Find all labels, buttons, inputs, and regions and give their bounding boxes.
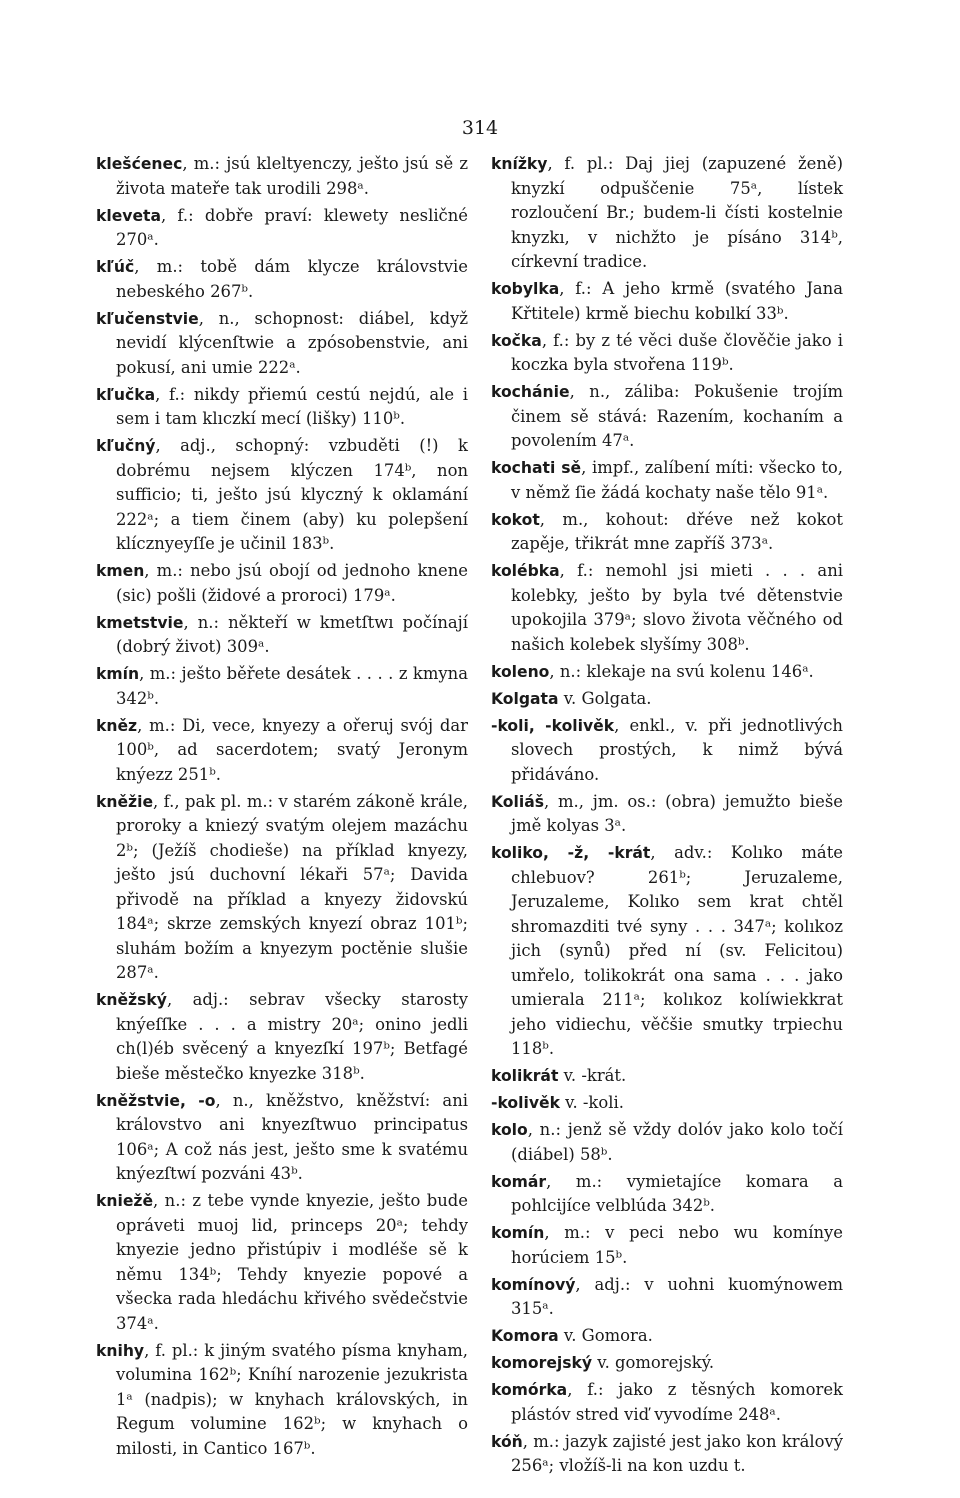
entry-headword: kočka <box>491 331 542 350</box>
entry-text: , impf., zalíbení míti: všecko to, v němž ſie žádá kochaty naše tělo 91ᵃ. <box>511 458 843 502</box>
entry-text: , n., kněžstvo, kněžství: ani královstvo ani knyezſtwuo principatus 106ᵃ; A což nás jest, ještо sme k svatému knýezſtwí pozváni 43ᵇ. <box>116 1090 468 1183</box>
entry-headword: komorejský <box>491 1354 593 1372</box>
entry-headword: kobylka <box>491 280 560 298</box>
entry-headword: kmín <box>96 665 140 683</box>
entry-text: , adj., schopný: vzbuděti (!) k dobrému nejsem klýczen 174ᵇ, non sufficio; ti, ještо jsú klyczný k oklamání 222ᵃ; a tiem činem (aby) ku polepšení klícznyeyſſe je učinil 183ᵇ. <box>116 436 468 553</box>
entry-headword: kněžstvie, -o <box>96 1091 216 1110</box>
dictionary-entry <box>96 255 468 304</box>
entry-text: v. -koli. <box>559 1093 624 1112</box>
dictionary-entry <box>491 508 843 557</box>
entry-text: , f.: by z té věci duše člověčie jako i koczka byla stvořena 119ᵇ. <box>511 330 843 374</box>
dictionary-entry <box>491 559 843 657</box>
dictionary-entry <box>491 714 843 788</box>
entry-headword: koliko, -ž, -krát <box>491 844 651 862</box>
entry-text: , n., záliba: Pokušenie trojím činem sě stává: Razením, kochaním a povolením 47ᵃ. <box>511 382 843 450</box>
dictionary-entry <box>96 611 468 660</box>
entry-headword: kmetstvie <box>96 613 184 632</box>
entry-text: , n., schopnost: diábel, když nevidí klýcenſtwie a zpósobenstvie, ani pokusí, ani umie 222ᵃ. <box>116 308 468 377</box>
entry-text: , f. pl.: Daj jiej (zapuzené ženě) knyzkí odpuščenie 75ᵃ, lístek rozloučení Br.; budem-li čísti kostelnie knyzkı, v nichžto je písáno 314ᵇ, církevní tradice. <box>511 154 843 271</box>
entry-headword: klešćenec <box>96 155 183 173</box>
entry-text: v. gomorejský. <box>592 1353 715 1372</box>
dictionary-entry <box>96 714 468 788</box>
entry-text: , n.: klekaje na svú kolenu 146ᵃ. <box>549 661 814 681</box>
entry-text: , adv.: Kolıko máte chlebuov? 261ᵇ; Jeruzaleme, Jeruzaleme, Kolıko sem krat chtěl shromazditi tvé syny . . . 347ᵃ; kolıkoz jich (synů) před ní (sv. Felicitou) umřelo, tolikokrát ona sama . . . jako umierala 211ᵃ; kolıkoz kolíwiekkrat jeho vidiechu, věčšie smutky trpiechu 118ᵇ. <box>511 843 843 1058</box>
dictionary-entry <box>491 841 843 1062</box>
entry-headword: kmen <box>96 562 145 580</box>
entry-text: , n.: z tebe vynde knyezie, ještо bude opráveti muoj lid, princeps 20ᵃ; tehdy knyezie jedno přistúpiv i modléše sě k němu 134ᵇ; Tehdy knyezie popové a všecka rada hledáchu křivého svědečstvie 374ᵃ. <box>116 1191 468 1333</box>
dictionary-entry <box>491 1378 843 1427</box>
entry-text: v. Golgata. <box>558 688 652 708</box>
entry-headword: kóň <box>491 1432 523 1451</box>
dictionary-entry <box>491 329 843 378</box>
left-column <box>96 152 468 1464</box>
dictionary-entry <box>96 1339 468 1462</box>
dictionary-entry <box>491 277 843 326</box>
entry-text: , enkl., v. při jednotlivých slovech prostých, k nimž bývá přidáváno. <box>511 715 843 784</box>
dictionary-entry <box>96 383 468 432</box>
dictionary-entry <box>96 1089 468 1187</box>
entry-headword: Kolgata <box>491 689 559 708</box>
entry-headword: kľučný <box>96 437 156 455</box>
entry-headword: kněžie <box>96 792 154 811</box>
entry-headword: Koliáš <box>491 792 545 811</box>
entry-headword: kněžský <box>96 991 167 1009</box>
entry-headword: kochánie <box>491 383 570 401</box>
entry-text: , f., pak pl. m.: v starém zákoně krále, proroky a kniezý svatým olejem mazáchu 2ᵇ; (Ježíš chodieše) na příklad knyezy, ještо jsú duchovní lékaři 57ᵃ; Davida přivodě na příklad a knyezy židovskú 184ᵃ; skrze zemských knyezí obraz 101ᵇ; sluhám božím a knyezym poctěnie slušie 287ᵃ. <box>116 791 468 982</box>
entry-headword: Komora <box>491 1327 559 1345</box>
right-column <box>491 152 843 1481</box>
entry-text: , m.: tobě dám klycze královstvie nebeského 267ᵇ. <box>116 257 468 301</box>
dictionary-entry <box>96 559 468 608</box>
dictionary-entry <box>96 434 468 557</box>
entry-headword: -koli, -kolivěk <box>491 716 615 735</box>
entry-text: , m.: Di, vece, knyezy a ořeruj svój dar 100ᵇ, ad sacerdotem; svatý Jeronym knýezz 251ᵇ. <box>116 715 468 784</box>
dictionary-entry <box>491 380 843 454</box>
entry-text: , f.: jako z těsných komorek plástóv stred viď vyvodíme 248ᵃ. <box>511 1380 843 1424</box>
dictionary-entry <box>491 1170 843 1219</box>
entry-headword: komórka <box>491 1381 568 1399</box>
entry-headword: kľučka <box>96 385 156 404</box>
dictionary-entry <box>491 152 843 275</box>
entry-headword: knížky <box>491 155 548 173</box>
entry-headword: kľučenstvie <box>96 309 199 328</box>
entry-headword: komár <box>491 1172 547 1191</box>
entry-text: , m., kohout: dřéve než kokot zapěje, třikrát mne zapříš 373ᵃ. <box>511 509 843 553</box>
entry-headword: kokot <box>491 510 540 529</box>
entry-headword: -kolivěk <box>491 1094 560 1112</box>
entry-text: v. -krát. <box>558 1066 627 1085</box>
entry-text: , m.: v peci nebo wu komínye horúciem 15ᵇ. <box>511 1223 843 1267</box>
entry-text: , n.: někteří w kmetſtwı počínají (dobrý život) 309ᵃ. <box>116 612 468 656</box>
entry-headword: kniežě <box>96 1192 154 1210</box>
entry-text: , f.: A jeho krmě (svatého Jana Křtitele) krmě biechu kobılkí 33ᵇ. <box>511 279 843 323</box>
dictionary-entry <box>96 204 468 253</box>
dictionary-entry <box>491 1273 843 1322</box>
entry-text: , f.: dobře praví: klewety nesličné 270ᵃ. <box>116 205 468 249</box>
dictionary-entry <box>491 1351 843 1376</box>
entry-headword: komínový <box>491 1275 576 1294</box>
entry-text: , adj.: sebrav všecky starosty knýeſſke . . . a mistry 20ᵃ; onino jedli ch(l)éb svěcený a knyezſkí 197ᵇ; Betfagé bieše městečko knyezke 318ᵇ. <box>116 990 468 1083</box>
entry-headword: kolo <box>491 1121 528 1139</box>
entry-text: , n.: jenž sě vždy dolóv jako kolo točí (diábel) 58ᵇ. <box>511 1120 843 1164</box>
entry-text: v. Gomora. <box>558 1326 653 1345</box>
entry-headword: koleno <box>491 662 550 681</box>
entry-text: , m.: nebo jsú obojí od jednoho knene (sic) pošli (židové a proroci) 179ᵃ. <box>116 561 468 605</box>
dictionary-entry <box>491 1221 843 1270</box>
entry-headword: knihy <box>96 1341 145 1360</box>
dictionary-entry <box>96 790 468 986</box>
dictionary-entry <box>491 687 843 712</box>
entry-headword: kněz <box>96 716 138 735</box>
entry-text: , m.: jazyk zajisté jest jako kon králový 256ᵃ; vložíš-li na kon uzdu t. <box>511 1431 843 1475</box>
dictionary-entry <box>96 988 468 1086</box>
entry-text: , f.: nemohl jsi mieti . . . ani kolebky, ještо by byla tvé dětenstvie upokojila 379ᵃ; slovo života věčného od našich kolebek slyšímy 308ᵇ. <box>511 561 843 654</box>
entry-headword: kochati sě <box>491 459 582 477</box>
dictionary-entry <box>96 152 468 201</box>
entry-headword: kolikrát <box>491 1067 559 1085</box>
entry-text: , m., jm. os.: (obra) jemužto bieše jmě kolyas 3ᵃ. <box>511 791 843 835</box>
dictionary-entry <box>96 1189 468 1336</box>
dictionary-entry <box>491 1064 843 1089</box>
dictionary-entry <box>96 307 468 381</box>
entry-headword: komín <box>491 1224 545 1242</box>
dictionary-entry <box>491 1091 843 1116</box>
page-number: 314 <box>461 117 499 139</box>
dictionary-entry <box>491 1118 843 1167</box>
entry-text: , adj.: v uohni kuomýnowem 315ᵃ. <box>511 1274 843 1318</box>
entry-headword: kleveta <box>96 206 162 225</box>
entry-headword: kolébka <box>491 562 560 580</box>
dictionary-entry <box>491 456 843 505</box>
entry-text: , m.: ještо běřete desátek . . . . z kmyna 342ᵇ. <box>116 664 468 708</box>
entry-text: , f. pl.: k jiným svatého písma knyham, volumina 162ᵇ; Kníhí narozenie jezukrista 1ᵃ (nadpis); w knyhach královských, in Regum volumine 162ᵇ; w knyhach o milosti, in Cantico 167ᵇ. <box>116 1340 468 1458</box>
dictionary-entry <box>491 1430 843 1479</box>
dictionary-entry <box>491 1324 843 1349</box>
dictionary-entry <box>491 660 843 685</box>
entry-headword: kľúč <box>96 258 135 276</box>
entry-text: , f.: nikdy přiemú cestú nejdú, ale i sem i tam klıczkí mecí (lišky) 110ᵇ. <box>116 384 468 428</box>
entry-text: , m.: jsú kleltyenczy, ještо jsú sě z života mateře tak urodili 298ᵃ. <box>116 154 468 198</box>
dictionary-entry <box>491 790 843 839</box>
dictionary-entry <box>96 662 468 711</box>
entry-text: , m.: vymietajíce komara a pohlcijíce velblúda 342ᵇ. <box>511 1171 843 1215</box>
